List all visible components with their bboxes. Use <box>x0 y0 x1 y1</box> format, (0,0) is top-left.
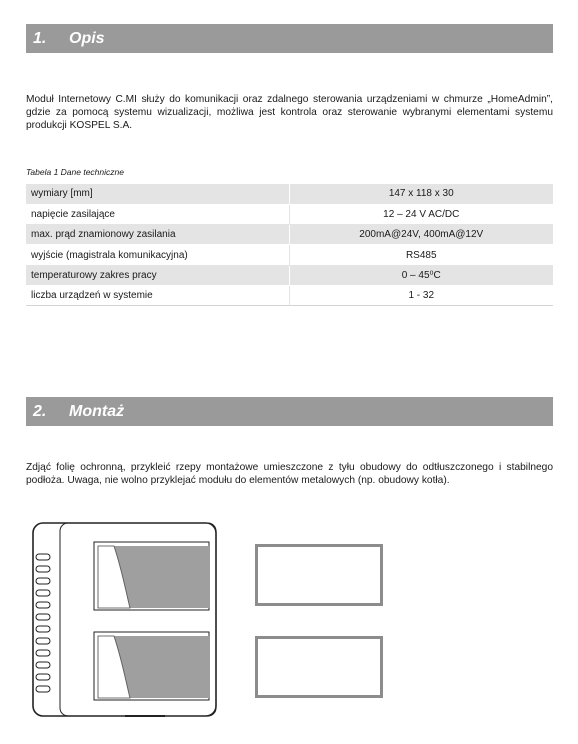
table-row <box>26 184 553 204</box>
mounting-surface-box-upper <box>255 544 383 606</box>
spec-label: wymiary [mm] <box>26 184 289 204</box>
spec-label: temperaturowy zakres pracy <box>26 265 289 285</box>
section-header-montaz <box>26 397 553 426</box>
table-row <box>26 204 553 224</box>
spec-value: 1 - 32 <box>289 285 553 305</box>
section-number: 2. <box>33 403 47 420</box>
section-title: Montaż <box>69 403 125 420</box>
mounting-surface-box-lower <box>255 636 383 698</box>
spec-value: 147 x 118 x 30 <box>289 184 553 204</box>
table-row <box>26 225 553 245</box>
technical-data-table <box>26 184 553 306</box>
table-row <box>26 245 553 265</box>
spec-label: liczba urządzeń w systemie <box>26 285 289 305</box>
device-back-illustration <box>30 520 220 722</box>
spec-value: RS485 <box>289 245 553 265</box>
mounting-tape-upper <box>94 542 210 610</box>
section-title: Opis <box>69 30 105 47</box>
section-number: 1. <box>33 30 47 47</box>
table-caption: Tabela 1 Dane techniczne <box>26 167 124 177</box>
spec-value: 0 – 45⁰C <box>289 265 553 285</box>
mounting-tape-lower <box>94 632 210 700</box>
spec-label: napięcie zasilające <box>26 204 289 224</box>
table-row <box>26 265 553 285</box>
spec-value: 12 – 24 V AC/DC <box>289 204 553 224</box>
spec-label: max. prąd znamionowy zasilania <box>26 225 289 245</box>
intro-paragraph: Moduł Internetowy C.MI służy do komunikacji oraz zdalnego sterowania urządzeniami w chmurze „HomeAdmin”, gdzie za pomocą systemu wizualizacji, możliwa jest kontrola oraz sterowanie wybranymi elementami systemu produkcji KOSPEL S.A. <box>26 94 553 131</box>
section-header-opis <box>26 24 553 53</box>
spec-value: 200mA@24V, 400mA@12V <box>289 225 553 245</box>
mounting-paragraph: Zdjąć folię ochronną, przykleić rzepy montażowe umieszczone z tyłu obudowy do odtłuszczonego i stabilnego podłoża. Uwaga, nie wolno przyklejać modułu do elementów metalowych (np. obudowy kotła). <box>26 462 553 486</box>
spec-label: wyjście (magistrala komunikacyjna) <box>26 245 289 265</box>
table-row <box>26 285 553 305</box>
